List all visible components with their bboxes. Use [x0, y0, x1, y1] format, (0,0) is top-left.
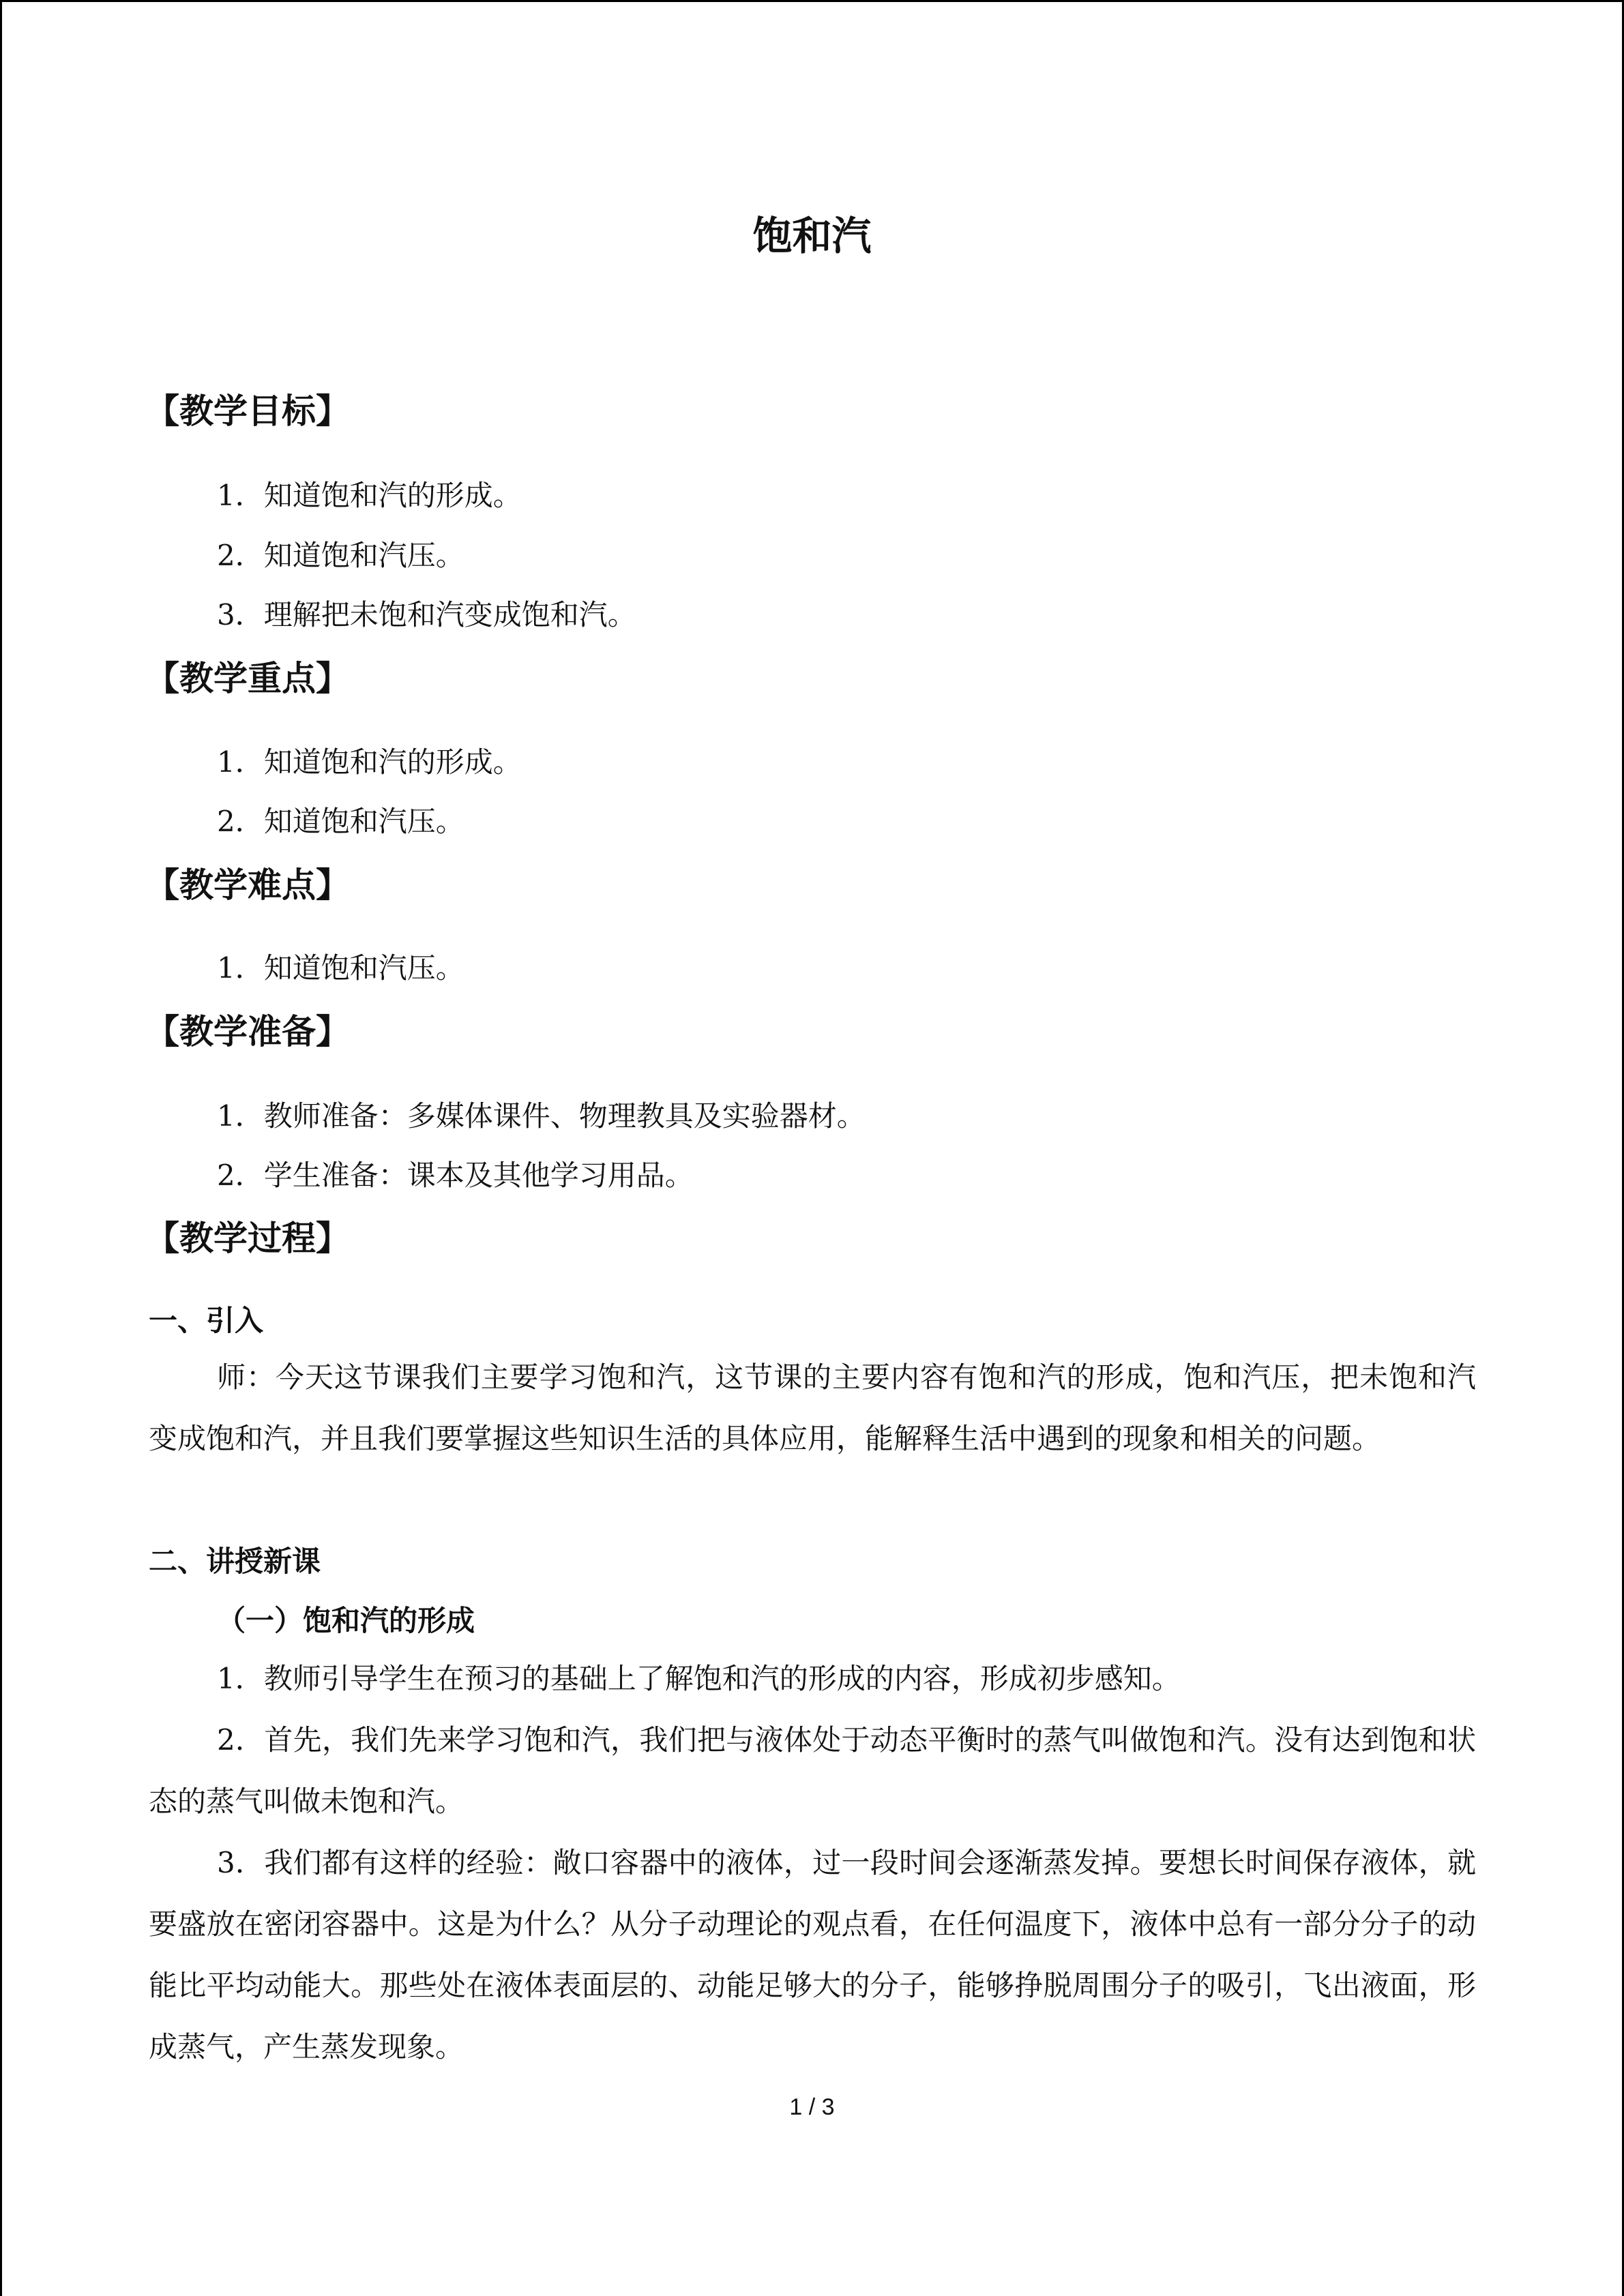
list-item: 2．学生准备：课本及其他学习用品。	[217, 1159, 694, 1192]
list-item: 1．知道饱和汽的形成。	[217, 745, 522, 779]
list-item: 3．理解把未饱和汽变成饱和汽。	[217, 598, 636, 631]
heading-key-points: 【教学重点】	[145, 659, 350, 698]
page-title: 饱和汽	[752, 213, 872, 259]
list-item: 2．知道饱和汽压。	[217, 805, 464, 838]
body-paragraph: 3．我们都有这样的经验：敞口容器中的液体，过一段时间会逐渐蒸发掉。要想长时间保存液体，就要盛放在密闭容器中。这是为什么？从分子动理论的观点看，在任何温度下，液体中总有一部分分子的动能比平均动能大。那些处在液体表面层的、动能足够大的分子，能够挣脱周围分子的吸引，飞出液面，形成蒸气，产生蒸发现象。	[149, 1846, 1476, 2063]
list-item: 1．教师准备：多媒体课件、物理教具及实验器材。	[217, 1099, 866, 1133]
section-intro-heading: 一、引入	[149, 1304, 264, 1337]
subsection-heading: （一）饱和汽的形成	[217, 1604, 475, 1637]
body-paragraph: 2．首先，我们先来学习饱和汽，我们把与液体处于动态平衡时的蒸气叫做饱和汽。没有达到饱和状态的蒸气叫做未饱和汽。	[149, 1723, 1476, 1818]
list-item: 1．知道饱和汽的形成。	[217, 479, 522, 512]
list-item: 1．知道饱和汽压。	[217, 951, 464, 985]
body-paragraph: 1．教师引导学生在预习的基础上了解饱和汽的形成的内容，形成初步感知。	[217, 1662, 1181, 1695]
list-item: 2．知道饱和汽压。	[217, 539, 464, 572]
heading-process: 【教学过程】	[145, 1219, 350, 1258]
heading-difficulties: 【教学难点】	[145, 865, 350, 905]
section-new-lesson-heading: 二、讲授新课	[149, 1545, 321, 1578]
heading-objectives: 【教学目标】	[145, 391, 350, 431]
intro-paragraph: 师：今天这节课我们主要学习饱和汽，这节课的主要内容有饱和汽的形成，饱和汽压，把未饱和汽变成饱和汽，并且我们要掌握这些知识生活的具体应用，能解释生活中遇到的现象和相关的问题。	[149, 1360, 1476, 1455]
heading-preparation: 【教学准备】	[145, 1012, 350, 1052]
page-number: 1 / 3	[789, 2094, 835, 2120]
